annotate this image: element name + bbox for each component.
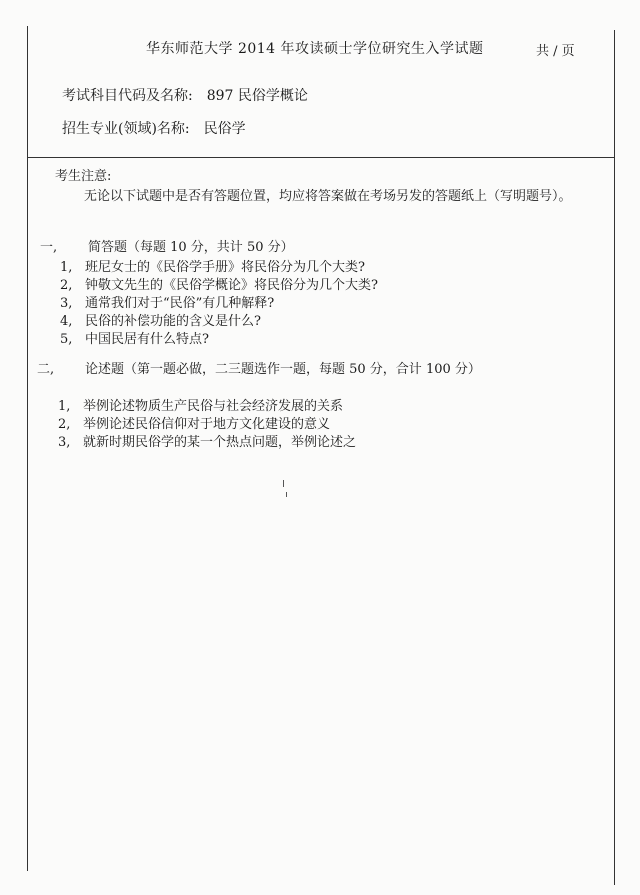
question-text: 钟敬文先生的《民俗学概论》将民俗分为几个大类? (85, 278, 378, 293)
question-text: 通常我们对于“民俗”有几种解释? (85, 296, 275, 311)
section-2-title: 论述题（第一题必做，二三题选作一题，每题 50 分，合计 100 分） (85, 362, 481, 377)
section-1-number: 一, (40, 240, 58, 255)
question-text: 中国民居有什么特点? (85, 332, 209, 347)
header-divider (27, 157, 615, 158)
section-2-number: 二, (37, 362, 55, 377)
question-number: 2, (60, 278, 73, 293)
scan-mark (286, 492, 287, 497)
question-number: 2, (58, 417, 71, 432)
major-info (62, 118, 246, 138)
question-item (60, 292, 274, 311)
section-1-heading (40, 236, 294, 255)
question-number: 5, (60, 332, 73, 347)
exam-title: 华东师范大学 2014 年攻读硕士学位研究生入学试题 (146, 41, 484, 57)
question-number: 1, (58, 399, 71, 414)
question-number: 4, (60, 314, 73, 329)
question-text: 就新时期民俗学的某一个热点问题，举例论述之 (83, 435, 357, 450)
question-item (60, 274, 378, 293)
question-item (60, 256, 365, 275)
question-item (58, 413, 330, 432)
question-text: 班尼女士的《民俗学手册》将民俗分为几个大类? (85, 260, 365, 275)
subject-info (62, 85, 308, 105)
question-item (60, 328, 209, 347)
subject-value: 897 民俗学概论 (206, 88, 308, 104)
notice-label: 考生注意: (55, 169, 112, 184)
question-text: 举例论述物质生产民俗与社会经济发展的关系 (83, 399, 344, 414)
question-number: 3, (58, 435, 71, 450)
section-2-heading (37, 358, 481, 377)
question-text: 举例论述民俗信仰对于地方文化建设的意义 (83, 417, 331, 432)
question-item (60, 310, 261, 329)
page-count: 共 / 页 (536, 44, 575, 59)
subject-label: 考试科目代码及名称: (62, 88, 193, 104)
question-item (58, 431, 356, 450)
frame-right-border (614, 30, 615, 885)
question-item (58, 395, 343, 414)
section-1-title: 简答题（每题 10 分，共计 50 分） (88, 240, 294, 255)
frame-left-border (27, 26, 28, 871)
question-number: 3, (60, 296, 73, 311)
scan-mark (283, 480, 284, 487)
question-text: 民俗的补偿功能的含义是什么? (85, 314, 261, 329)
notice-text: 无论以下试题中是否有答题位置，均应将答案做在考场另发的答题纸上（写明题号）。 (84, 189, 572, 204)
question-number: 1, (60, 260, 73, 275)
major-value: 民俗学 (203, 121, 246, 137)
major-label: 招生专业(领域)名称: (62, 121, 190, 137)
